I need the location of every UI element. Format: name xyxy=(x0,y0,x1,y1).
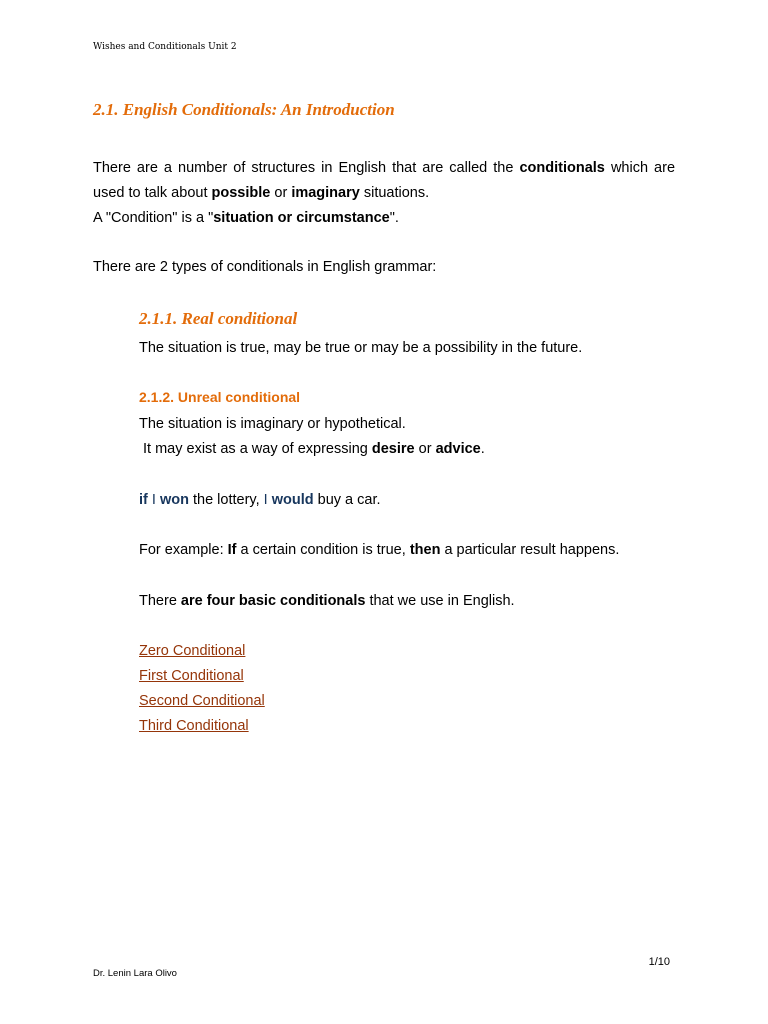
link-first-conditional[interactable]: First Conditional xyxy=(139,668,244,684)
footer-author: Dr. Lenin Lara Olivo xyxy=(93,968,177,979)
types-text: There are 2 types of conditionals in English grammar: xyxy=(93,259,437,275)
intro-paragraph: There are a number of structures in English that are called the conditionals which are used to talk about possible or imaginary situations. xyxy=(93,160,676,201)
for-example-text: For example: If a certain condition is true, then a particular result happens. xyxy=(139,542,620,558)
unreal-conditional-heading: 2.1.2. Unreal conditional xyxy=(139,389,301,405)
main-heading: 2.1. English Conditionals: An Introduction xyxy=(93,100,395,119)
unreal-conditional-line2: It may exist as a way of expressing desire or advice. xyxy=(143,441,485,457)
unreal-conditional-line1: The situation is imaginary or hypothetical. xyxy=(139,416,406,432)
term-desire: desire xyxy=(371,441,415,457)
page-number: 1/10 xyxy=(648,956,670,968)
running-header: Wishes and Conditionals Unit 2 xyxy=(93,42,237,52)
term-imaginary: imaginary xyxy=(291,185,360,201)
link-third-conditional[interactable]: Third Conditional xyxy=(139,718,249,734)
four-conditionals-text: There are four basic conditionals that we use in English. xyxy=(139,593,515,609)
term-advice: advice xyxy=(435,441,481,457)
real-conditional-text: The situation is true, may be true or may be a possibility in the future. xyxy=(139,340,583,356)
term-conditionals: conditionals xyxy=(519,160,605,176)
link-second-conditional[interactable]: Second Conditional xyxy=(139,693,265,709)
lottery-example: if I won the lottery, I would buy a car. xyxy=(139,492,381,508)
condition-definition: A "Condition" is a "situation or circumstance". xyxy=(93,210,399,226)
term-situation: situation or circumstance xyxy=(213,210,390,226)
link-zero-conditional[interactable]: Zero Conditional xyxy=(139,643,246,659)
real-conditional-heading: 2.1.1. Real conditional xyxy=(139,309,298,328)
term-possible: possible xyxy=(211,185,271,201)
intro-section xyxy=(93,156,675,231)
